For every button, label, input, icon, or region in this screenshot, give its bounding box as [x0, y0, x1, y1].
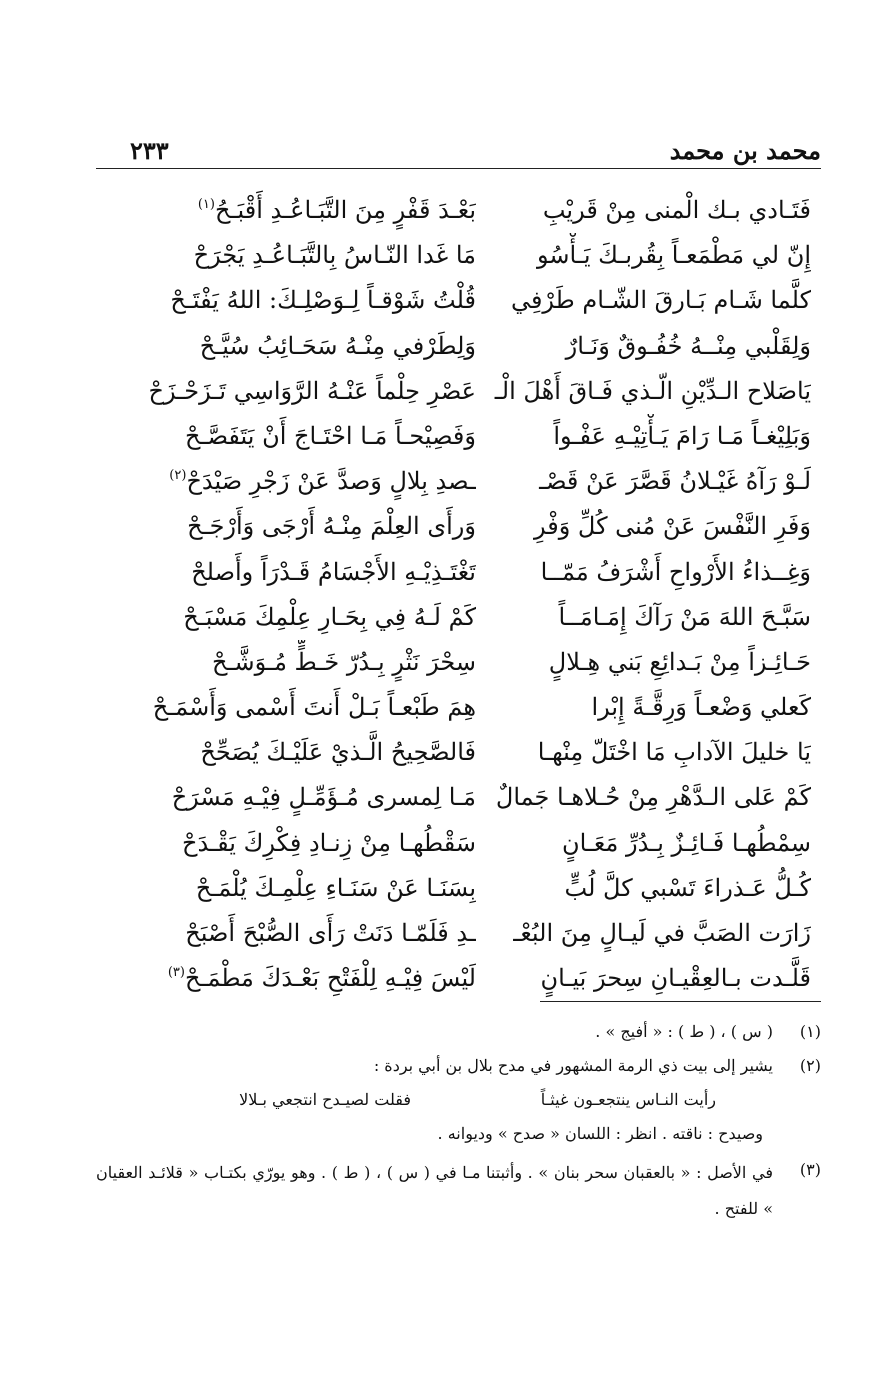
footnote-number: (١) — [799, 1022, 821, 1041]
hemistich-right: وَفَرِ النَّفْسَ عَنْ مُنى كُلِّ وَفْرِ — [533, 512, 811, 541]
hemistich-left: ـدِ فَلَمّـا دَنَتْ رَأَى الصُّبْحَ أَصْبَحْ — [185, 919, 476, 947]
hemistich-right: قَلَّـدت بـالعِقْيـانِ سِحرَ بَيـانٍ — [540, 964, 811, 993]
poem-right-column — [471, 188, 811, 1001]
hemistich-left: كَمْ لَـهُ فِي بِحَـارِ عِلْمِكَ مَسْبَـحْ — [183, 602, 476, 631]
header-divider — [96, 168, 821, 169]
hemistich-left: هِمَ طَبْعـاً بَـلْ أَنتَ أَسْمى وَأَسْمَـحْ — [152, 693, 476, 722]
footnote-3 — [96, 1155, 821, 1227]
hemistich-left: سِحْرَ نَثْرٍ بِـدُرّ خَـطٍّ مُـوَشَّـحْ — [212, 647, 476, 676]
hemistich-left: وَلِطَرْفي مِنْـهُ سَحَـائِبُ سُيَّـحْ — [199, 331, 476, 360]
hemistich-left: وَرأَى العِلْمَ مِنْـهُ أَرْجَى وَأَرْجَـحْ — [187, 512, 476, 541]
footnote-text: ( س ) ، ( ط ) : « أفيج » . — [595, 1022, 773, 1041]
hemistich-left: قُلْتُ شَوْقـاً لِـوَصْلِـكَ: اللهُ يَفْتَـحْ — [170, 286, 476, 315]
hemistich-right: فَتَـادي بـك الْمنى مِنْ قَريْبِ — [542, 196, 811, 224]
footnotes — [96, 1017, 821, 1227]
footnote-marker: (٣) — [167, 965, 185, 981]
hemistich-left-text: لَيْسَ فِيْـهِ لِلْفَتْحِ بَعْـدَكَ مَطْمَـحْ — [184, 964, 476, 993]
hemistich-right: يَا خليلَ الآدابِ مَا اخْتَلّ مِنْهـا — [537, 738, 811, 767]
hemistich-right: لَـوْ رَآهُ غَيْـلانُ قَصَّرَ عَنْ قَصْـ — [539, 467, 811, 496]
footnote-marker: (٢) — [169, 468, 187, 484]
hemistich-right: كلَّما شَـام بَـارقَ الشّـام طَرْفِي — [510, 286, 811, 315]
hemistich-left: مَـا لِمسرى مُـؤَمِّـلٍ فِيْـهِ مَسْرَحْ — [171, 783, 476, 812]
hemistich-right: وَلِقَلْبي مِنْــهُ خُفُـوقٌ وَنَـارٌ — [565, 331, 811, 360]
quoted-hemistich-left: فقلت لصيـدح انتجعي بـلالا — [239, 1090, 411, 1109]
hemistich-right: وَبَلِيْغـاً مَـا رَامَ يَـأْتِيْـهِ عَفْـواً — [553, 421, 811, 450]
hemistich-right: يَاصَلاح الـدِّيْنِ الّـذي فَـاقَ أَهْلَ الْـ — [494, 376, 811, 405]
running-header — [96, 136, 821, 170]
running-header-author: محمد بن محمد — [669, 136, 821, 165]
page-number: ٢٣٣ — [130, 136, 169, 165]
hemistich-left: تَغْتَـذِيْـهِ الأَجْسَامُ قَـدْرَاً وأَصلحْ — [191, 557, 476, 586]
hemistich-right: كَمْ عَلى الـدَّهْرِ مِنْ حُـلاهـا جَمالٌ — [495, 783, 811, 812]
hemistich-left: مَا غَدا النّـاسُ بِالتَّبَـاعُـدِ يَجْرَحْ — [193, 241, 476, 270]
hemistich-left-text: بَعْـدَ قَفْرٍ مِنَ التَّبَـاعُـدِ أَقْبَـحُ — [214, 196, 476, 224]
footnote-2-note: وصيدح : ناقته . انظر : اللسان « صدح » وديوانه . — [437, 1124, 763, 1143]
footnote-2-verse — [96, 1085, 821, 1119]
hemistich-left: وَفَصِيْحـاً مَـا احْتَـاجَ أَنْ يَتَفَصَّـحْ — [185, 421, 476, 450]
hemistich-right: حَـائِـزاً مِنْ بَـدائِعِ بَني هِـلالٍ — [548, 647, 811, 676]
footnote-marker: (١) — [197, 197, 215, 212]
footnote-text: يشير إلى بيت ذي الرمة المشهور في مدح بلال بن أبي بردة : — [373, 1056, 773, 1075]
hemistich-left: عَصْرِ حِلْماً عَنْـهُ الرَّوَاسِي تَـزَحْـزَحْ — [148, 376, 476, 405]
hemistich-right: سِمْطُهـا فَـائِـزٌ بِـدُرِّ مَعَـانٍ — [561, 828, 811, 857]
footnote-2 — [96, 1051, 821, 1085]
hemistich-right: كُـلُّ عَـذراءَ تَسْبي كلَّ لُبٍّ — [564, 873, 811, 902]
footnote-number: (٣) — [799, 1160, 821, 1179]
footnote-number: (٢) — [799, 1056, 821, 1075]
hemistich-right: زَارَت الصَبَّ في لَيـالٍ مِنَ البُعْـ — [513, 919, 811, 947]
hemistich-left — [126, 188, 476, 233]
hemistich-right: إِنّ لي مَطْمَعـاً بِقُربـكَ يَـأْسُو — [537, 241, 811, 270]
hemistich-left-text: ـصدِ بِلالٍ وَصدَّ عَنْ زَجْرِ صَيْدَحْ — [186, 467, 476, 496]
quoted-hemistich-right: رأيت النـاس ينتجعـون غيثـاً — [540, 1090, 716, 1109]
hemistich-left: بِسَنَـا عَنْ سَنَـاءِ عِلْمِـكَ يُلْمَـحْ — [195, 873, 476, 902]
hemistich-left — [126, 459, 476, 504]
hemistich-left: فَالصَّحِيحُ الَّـذيْ عَلَيْـكَ يُصَحِّحْ — [200, 738, 476, 767]
hemistich-right: كَعلي وَضْعـاً وَرِقَّـةً إِبْرا — [591, 693, 811, 722]
poem-left-column — [126, 188, 476, 1001]
hemistich-left — [126, 956, 476, 1001]
footnote-1 — [96, 1017, 821, 1051]
footnote-divider — [540, 1001, 821, 1002]
hemistich-right: سَبَّـحَ اللهَ مَنْ رَآكَ إِمَـامَــاً — [558, 602, 811, 631]
footnote-text: في الأصل : « بالعقبان سحر بنان » . وأثبتنا مـا في ( س ) ، ( ط ) . وهو يورّي بكتـاب « قلائـد العقيان » للفتح . — [96, 1163, 773, 1218]
hemistich-right: وَغِــذاءُ الأَرْواحِ أَشْرَفُ مَمّــا — [540, 557, 811, 586]
poem — [96, 188, 821, 993]
hemistich-left: سَقْطُهـا مِنْ زِنـادِ فِكْرِكَ يَقْـدَحْ — [182, 828, 476, 857]
